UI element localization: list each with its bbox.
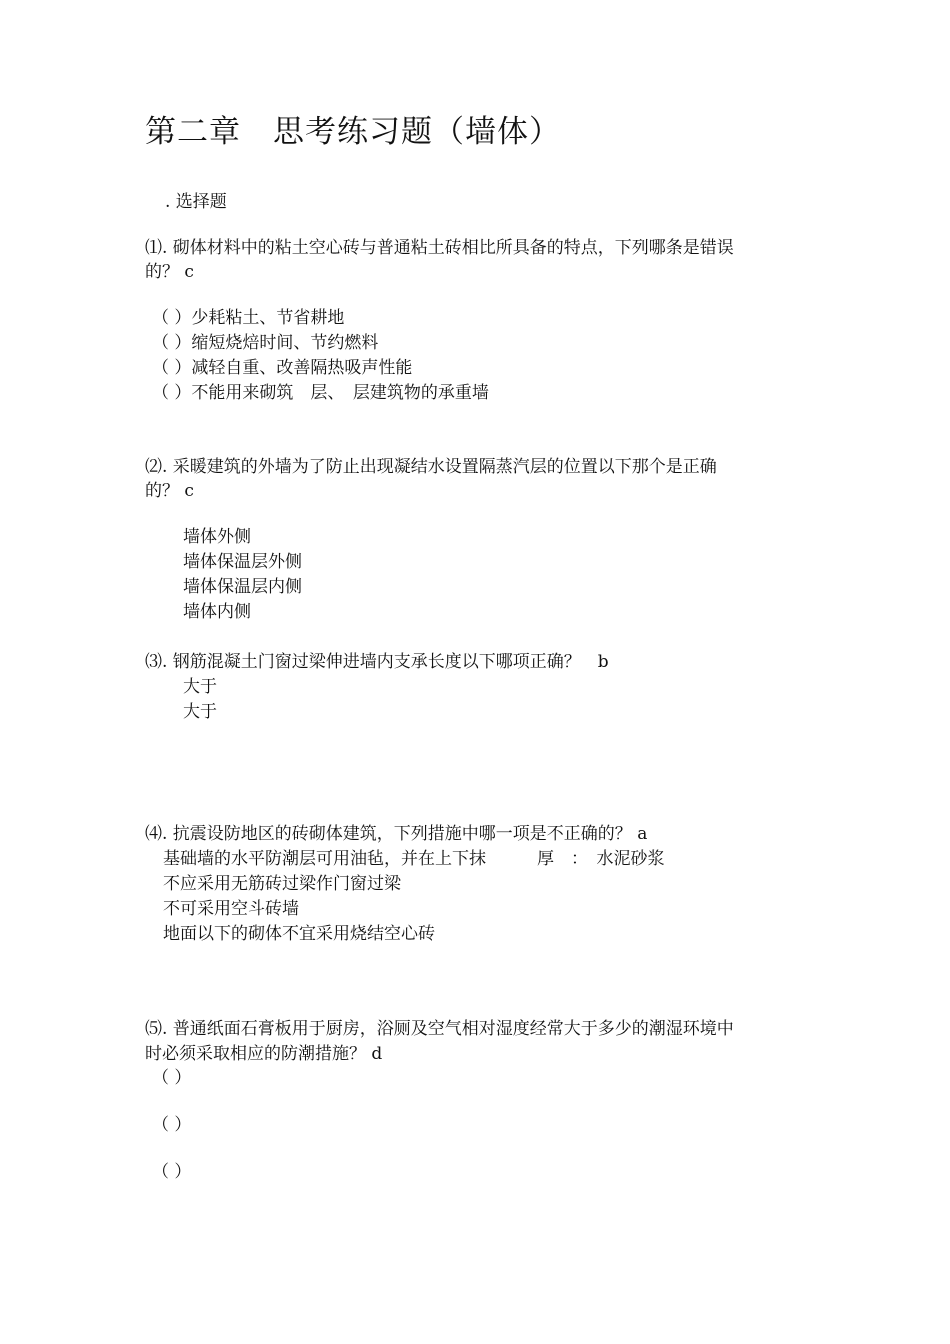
question-1-option: （ ）不能用来砌筑 层、 层建筑物的承重墙 (152, 383, 489, 403)
question-1-stem-line-1: ⑴. 砌体材料中的粘土空心砖与普通粘土砖相比所具备的特点，下列哪条是错误 (145, 238, 734, 258)
question-3-stem: ⑶. 钢筋混凝土门窗过梁伸进墙内支承长度以下哪项正确？ b (145, 652, 609, 672)
question-2-option: 墙体内侧 (183, 602, 251, 622)
question-4-option: 不应采用无筋砖过梁作门窗过梁 (163, 874, 401, 894)
question-4-option: 基础墙的水平防潮层可用油毡，并在上下抹 厚 ： 水泥砂浆 (163, 849, 665, 869)
question-2-stem-line-2: 的？ c (145, 481, 194, 501)
question-5-stem-line-1: ⑸. 普通纸面石膏板用于厨房，浴厕及空气相对湿度经常大于多少的潮湿环境中 (145, 1019, 734, 1039)
question-5-option: （ ） (152, 1115, 192, 1135)
question-5-option: （ ） (152, 1068, 192, 1088)
question-4-option: 地面以下的砌体不宜采用烧结空心砖 (163, 924, 435, 944)
question-1-option: （ ）减轻自重、改善隔热吸声性能 (152, 358, 413, 378)
question-4-option: 不可采用空斗砖墙 (163, 899, 299, 919)
page-title: 第二章 思考练习题（墙体） (145, 114, 561, 150)
question-5-stem-line-2: 时必须采取相应的防潮措施？ d (145, 1044, 383, 1064)
question-3-option: 大于 (183, 702, 217, 722)
question-2-option: 墙体外侧 (183, 527, 251, 547)
question-2-option: 墙体保温层内侧 (183, 577, 302, 597)
question-1-option: （ ）缩短烧焙时间、节约燃料 (152, 333, 379, 353)
question-5-option: （ ） (152, 1162, 192, 1182)
question-1-option: （ ）少耗粘土、节省耕地 (152, 308, 345, 328)
question-2-option: 墙体保温层外侧 (183, 552, 302, 572)
section-heading: . 选择题 (165, 192, 227, 212)
question-4-stem: ⑷. 抗震设防地区的砖砌体建筑，下列措施中哪一项是不正确的？ a (145, 824, 648, 844)
question-3-option: 大于 (183, 677, 217, 697)
question-1-stem-line-2: 的？ c (145, 262, 194, 282)
question-2-stem-line-1: ⑵. 采暖建筑的外墙为了防止出现凝结水设置隔蒸汽层的位置以下那个是正确 (145, 457, 717, 477)
